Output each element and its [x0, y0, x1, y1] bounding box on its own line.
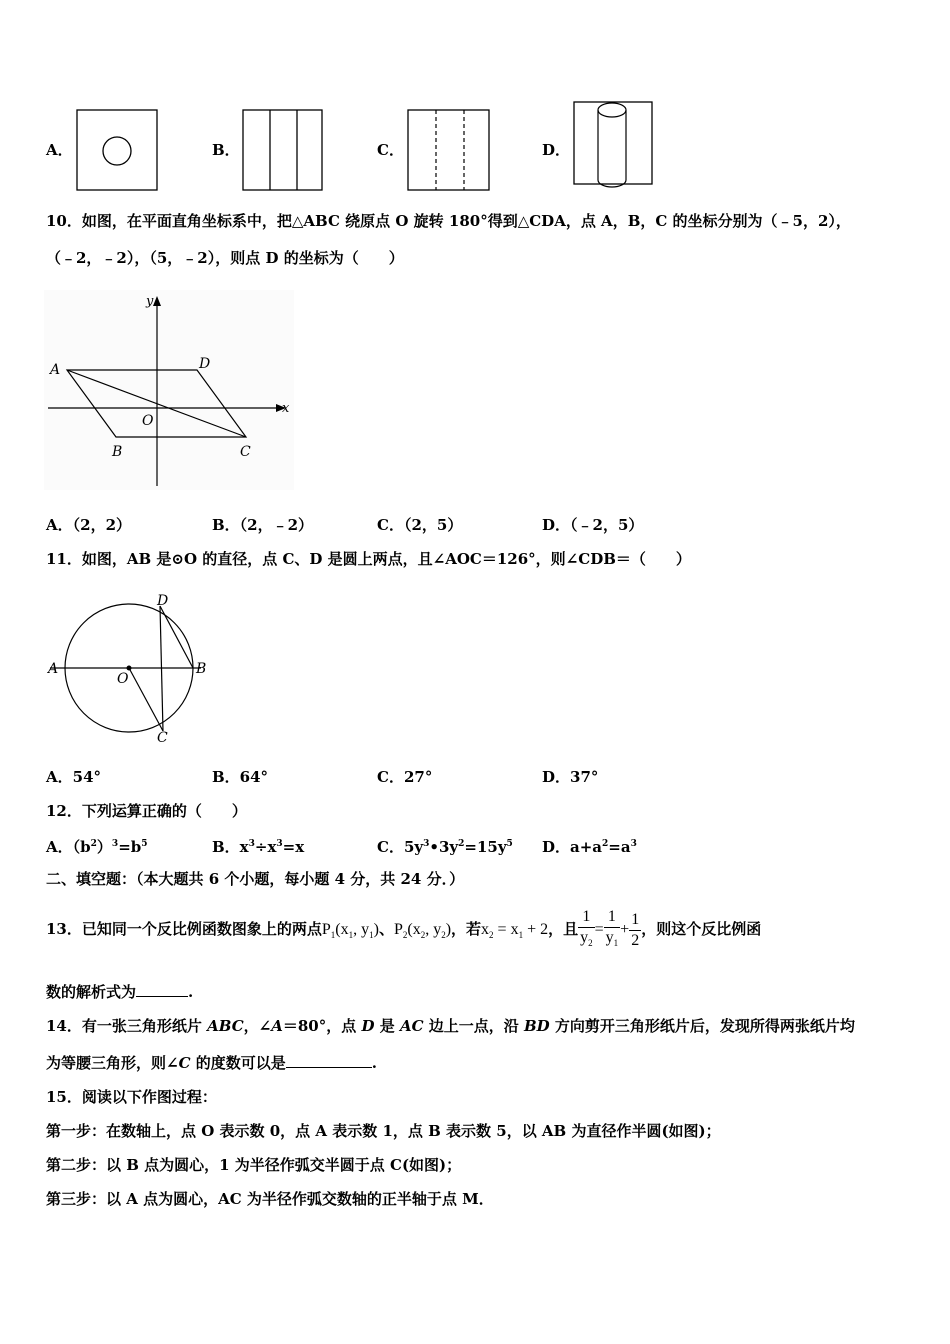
center-dot — [127, 666, 132, 671]
q12-stem: 12．下列运算正确的（ ） — [46, 802, 247, 820]
q15-step3: 第三步：以 A 点为圆心，AC 为半径作弧交数轴的正半轴于点 M． — [46, 1190, 494, 1208]
q13-stem-line2: 数的解析式为 . — [46, 983, 194, 1001]
circle-shape — [103, 137, 131, 165]
fraction-1-over-2: $\frac{1}{2}$ — [631, 910, 640, 949]
q10-option-d: D．（﹣2，5） — [542, 516, 644, 534]
label-d: D — [199, 356, 211, 372]
segment-oc — [129, 668, 163, 731]
q9-option-b-figure — [242, 109, 324, 191]
fraction-1-over-y1: $\frac{1}{y_1}$ — [605, 907, 619, 949]
q13-answer-blank — [136, 982, 188, 997]
q9-option-a-figure — [76, 109, 158, 191]
q9-option-d-figure — [572, 100, 656, 190]
q12-option-c: C．$5y^3•3y^2=15y^5$ — [377, 838, 513, 856]
label-c: C — [240, 444, 251, 460]
label-b: B — [112, 444, 123, 460]
label-a: A — [50, 362, 61, 378]
q15-step1: 第一步：在数轴上，点 O 表示数 0，点 A 表示数 1，点 B 表示数 5，以 AB 为直径作半圆(如图)； — [46, 1122, 721, 1140]
label-d: D — [157, 593, 169, 609]
label-a: A — [48, 661, 59, 677]
q11-option-d: D．37° — [542, 768, 599, 786]
label-b: B — [196, 661, 207, 677]
q13-stem-line1: 13．已知同一个反比例函数图象上的两点$P_1(x_1$, $y_1$)、$P_2(x_2$, $y_2$)，若$x_2 = x_1 + 2$，且 $\frac{1}{y_2}$ = $\frac{1}{y_1}$ + $\frac{1}{2}$ ，则这个反比例函 — [46, 897, 761, 961]
q11-option-c: C．27° — [377, 768, 433, 786]
q11-circle-figure — [44, 592, 224, 744]
q10-option-b: B．（2，﹣2） — [212, 516, 314, 534]
q12-option-d: D．$a+a^2=a^3$ — [542, 838, 637, 856]
q9-option-c-figure — [407, 109, 491, 191]
section-2-heading: 二、填空题：（本大题共 6 个小题，每小题 4 分，共 24 分．） — [46, 870, 465, 888]
q14-stem-line2: 为等腰三角形，则∠C 的度数可以是 . — [46, 1054, 377, 1072]
q11-stem: 11．如图，AB 是⊙O 的直径，点 C、D 是圆上两点，且∠AOC＝126°，则∠CDB＝（ ） — [46, 550, 691, 568]
label-c: C — [157, 730, 168, 744]
q14-answer-blank — [286, 1053, 372, 1068]
label-y: y — [146, 294, 154, 309]
q15-stem: 15．阅读以下作图过程： — [46, 1088, 217, 1106]
q11-option-a: A．54° — [46, 768, 102, 786]
q9-option-b-label: B． — [212, 141, 240, 159]
label-x: x — [282, 401, 290, 416]
q12-option-b: B．$x^3\div x^3=x$ — [212, 838, 305, 856]
q10-option-a: A．（2，2） — [46, 516, 132, 534]
q15-step2: 第二步：以 B 点为圆心，1 为半径作弧交半圆于点 C(如图)； — [46, 1156, 462, 1174]
label-o: O — [142, 413, 154, 429]
segment-db — [160, 606, 193, 668]
fraction-1-over-y2: $\frac{1}{y_2}$ — [580, 907, 593, 949]
q10-stem-line1: 10．如图，在平面直角坐标系中，把△ABC 绕原点 O 旋转 180°得到△CDA，点 A，B，C 的坐标分别为（﹣5，2）， — [46, 212, 851, 230]
label-o: O — [117, 671, 129, 687]
q9-option-d-label: D． — [542, 141, 571, 159]
q11-option-b: B．64° — [212, 768, 269, 786]
square-outline — [77, 110, 157, 190]
q9-option-a-label: A． — [46, 141, 73, 159]
q9-option-c-label: C． — [377, 141, 404, 159]
q12-option-a: A．$(b^2)^3=b^5$ — [46, 838, 148, 856]
q14-stem-line1: 14．有一张三角形纸片 ABC，∠A＝80°，点 D 是 AC 边上一点，沿 BD 方向剪开三角形纸片后，发现所得两张纸片均 — [46, 1017, 855, 1035]
q10-option-c: C．（2，5） — [377, 516, 463, 534]
q10-coordinate-figure — [40, 288, 300, 493]
q10-stem-line2: （﹣2，﹣2），（5，﹣2），则点 D 的坐标为（ ） — [46, 249, 404, 267]
